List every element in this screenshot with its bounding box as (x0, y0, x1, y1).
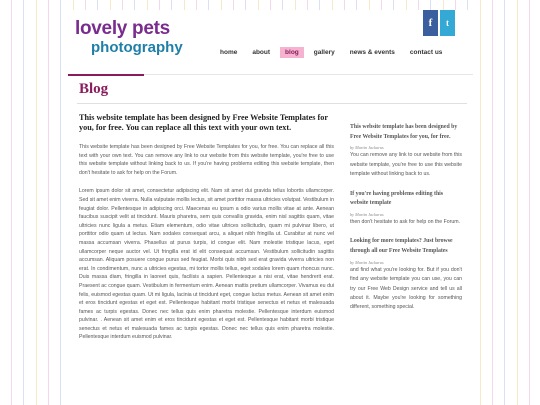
social-links (423, 10, 455, 36)
sidebar-post-text: and find what you're looking for. But if you don't find any website template you can use, you can try our Free Web Design service and tell us all about it. Maybe you're looking for something different, something special. (350, 266, 462, 311)
twitter-glyph: t (446, 18, 449, 28)
nav-item-gallery[interactable]: gallery (313, 49, 335, 56)
sidebar-post-heading[interactable]: This website template has been designed by Free Website Templates for you, for free. (350, 124, 458, 140)
logo-line-2: photography (91, 39, 183, 56)
post-paragraph-2: Lorem ipsum dolor sit amet, consectetur adipiscing elit. Nam sit amet dui gravida tellus lobortis ullamcorper. Sed sit amet enim viverra. Nulla vulputate mollis lectus, sit amet porttitor massa ultricies volutpat. Vestibulum in feugiat dolor. Pellentesque in adipiscing orci. Maecenas eu ipsum a odio varius mollis vitae at ante. Aenean faucibus suscipit velit at tincidunt. Mauris pharetra, sem quis convallis gravida, enim nisl sagittis quam, vitae ultricies nunc ligula a metus. Etiam elementum, odio vitae ultrices sollicitudin, quam mi pulvinar libero, ut porttitor odio quam ut lectus. Nam sodales consequat arcu, a aliquet nibh fringilla ut. Curabitur at nunc vel massa accumsan viverra. Phasellus at purus turpis, id congue elit. Nam molestie tristique lacus, eget ullamcorper neque auctor vel. Ut fringilla erat id elit consequat accumsan. Vestibulum sollicitudin sagittis accumsan. Aliquam posuere congue purus sed feugiat. Morbi quis nibh sed erat gravida viverra ultricies non erat. In condimentum, nunc a ultricies egestas, mi tortor mollis tellus, eget sodales lorem quam rhoncus nunc. Duis massa diam, fringilla in laoreet quis, facilisis a sapien. Pellentesque a nisi erat, vitae hendrerit erat. Praesent ac congue quam. Vestibulum in fermentum enim. Aenean mattis pretium ullamcorper. Vivamus eu dui felis, euismod egestas quam. Ut mi ligula, lacinia ut tincidunt eget, congue luctus metus. Aenean sit amet enim et eros tincidunt egestas et eget est. Pellentesque habitant morbi tristique senectus et netus et malesuada fames ac turpis egestas. Donec nec tellus quis enim pharetra molestie. Pellentesque interdum euismod pulvinar. . Aenean sit amet enim et eros tincidunt egestas et eget est. Pellentesque habitant morbi tristique senectus et netus et malesuada fames ac turpis egestas. Donec nec tellus quis enim pharetra molestie. Pellentesque interdum euismod pulvinar. (79, 188, 334, 341)
sidebar-post-heading[interactable]: Looking for more templates? Just browse through all our Free Website Templates (350, 238, 453, 255)
facebook-icon[interactable] (423, 10, 438, 36)
title-divider (77, 103, 467, 104)
sidebar-post (350, 190, 462, 228)
main-nav (215, 47, 452, 58)
sidebar-post-byline: by Martin Jackarus (350, 212, 384, 218)
sidebar-post (350, 123, 462, 180)
nav-item-contact-us[interactable]: contact us (409, 49, 443, 56)
post-paragraph-1: This website template has been designed by Free Website Templates for you, for free. You can replace all this text with your own text. You can remove any link to our website from this website template, you're free to use this website template without linking back to us. If you're having problems editing this website template, then don't hesitate to ask for help on the Forum. (79, 144, 334, 176)
sidebar-post-byline: by Martin Jackarus (350, 145, 384, 151)
nav-item-about[interactable]: about (252, 49, 271, 56)
sidebar-post-byline: by Martin Jackarus (350, 259, 384, 265)
sidebar-post-text: then don't hesitate to ask for help on the Forum. (350, 219, 460, 226)
title-accent-bar (68, 74, 144, 76)
nav-item-home[interactable]: home (220, 49, 238, 56)
sidebar-post (350, 237, 462, 312)
sidebar-post-heading[interactable]: If you're having problems editing this website template (350, 190, 444, 207)
nav-item-blog[interactable]: blog (280, 47, 304, 58)
nav-item-news-events[interactable]: news & events (349, 49, 395, 56)
sidebar (350, 123, 462, 323)
post-heading: This website template has been designed by Free Website Templates for you, for free. You can replace all this text with your own text. (79, 113, 328, 132)
logo-line-1: lovely pets (75, 18, 170, 39)
page-container (68, 10, 473, 405)
sidebar-post-text: You can remove any link to our website from this website template, you're free to use this website template without linking back to us. (350, 152, 462, 178)
twitter-icon[interactable] (440, 10, 455, 36)
site-logo[interactable] (75, 19, 183, 55)
main-content (79, 113, 334, 342)
page-title: Blog (79, 81, 109, 97)
facebook-glyph: f (428, 17, 433, 29)
